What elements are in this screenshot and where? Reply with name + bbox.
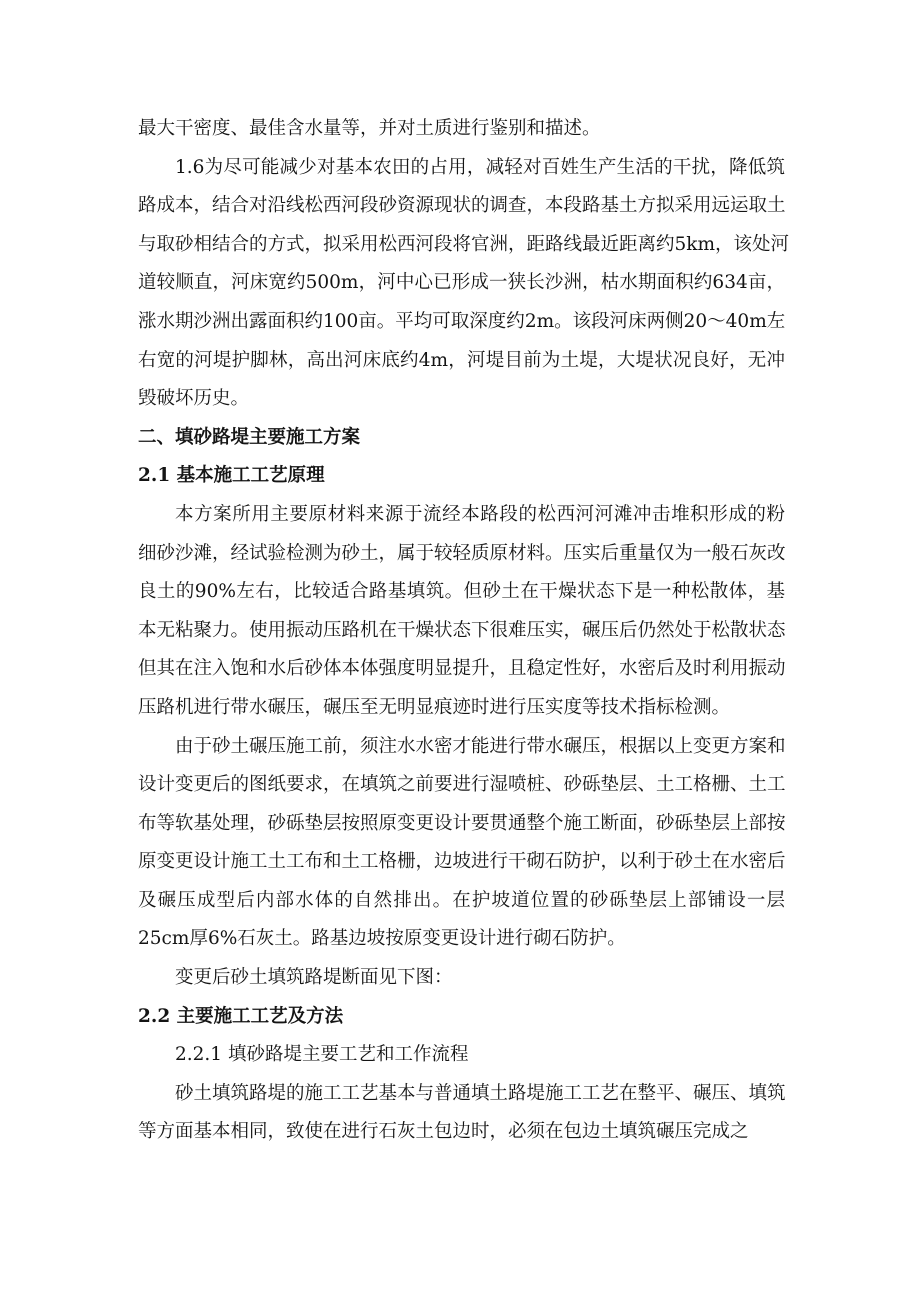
text-line: 设计变更后的图纸要求，在填筑之前要进行湿喷桩、砂砾垫层、土工格栅、土工: [138, 774, 786, 796]
text-line: 25cm厚6%石灰土。路基边坡按原变更设计进行砌石防护。: [138, 928, 626, 950]
text-line: 由于砂土碾压施工前，须注水水密才能进行带水碾压，根据以上变更方案和: [175, 735, 786, 757]
document-body: [138, 110, 790, 1152]
text-line: 砂土填筑路堤的施工工艺基本与普通填土路堤施工工艺在整平、碾压、填筑: [175, 1082, 786, 1104]
text-line: 压路机进行带水碾压，碾压至无明显痕迹时进行压实度等技术指标检测。: [138, 696, 731, 718]
text-line: 布等软基处理，砂砾垫层按照原变更设计要贯通整个施工断面，砂砾垫层上部按: [138, 812, 786, 834]
text-line: 良土的90%左右，比较适合路基填筑。但砂土在干燥状态下是一种松散体，基: [138, 581, 785, 603]
subsubsection-heading: 2.2.1 填砂路堤主要工艺和工作流程: [175, 1044, 469, 1066]
text-line: 原变更设计施工土工布和土工格栅，边坡进行干砌石防护，以利于砂土在水密后: [138, 851, 786, 873]
text-line: 与取砂相结合的方式，拟采用松西河段将官洲，距路线最近距离约5km，该处河: [138, 233, 790, 255]
text-line: 及碾压成型后内部水体的自然排出。在护坡道位置的砂砾垫层上部铺设一层: [138, 889, 785, 911]
text-line: 本无粘聚力。使用振动压路机在干燥状态下很难压实，碾压后仍然处于松散状态: [138, 619, 786, 641]
text-line: 本方案所用主要原材料来源于流经本路段的松西河河滩冲击堆积形成的粉: [175, 503, 785, 525]
text-line: 道较顺直，河床宽约500m，河中心已形成一狭长沙洲，枯水期面积约634亩，: [138, 272, 785, 294]
text-line: 右宽的河堤护脚林，高出河床底约4m，河堤目前为土堤，大堤状况良好，无冲: [138, 349, 785, 371]
subsection-heading: 2.1 基本施工工艺原理: [138, 465, 325, 487]
section-heading: 二、填砂路堤主要施工方案: [138, 426, 361, 448]
text-line: 毁破坏历史。: [138, 388, 250, 410]
text-line: 路成本，结合对沿线松西河段砂资源现状的调查，本段路基土方拟采用远运取土: [138, 195, 786, 217]
text-line: 1.6为尽可能减少对基本农田的占用，减轻对百姓生产生活的干扰，降低筑: [175, 156, 785, 178]
subsection-heading: 2.2 主要施工工艺及方法: [138, 1005, 344, 1027]
text-line: 等方面基本相同，致使在进行石灰土包边时，必须在包边土填筑碾压完成之: [138, 1121, 749, 1143]
text-line: 最大干密度、最佳含水量等，并对土质进行鉴别和描述。: [138, 118, 601, 139]
text-line: 但其在注入饱和水后砂体本体强度明显提升，且稳定性好，水密后及时利用振动: [138, 658, 786, 680]
text-line: 变更后砂土填筑路堤断面见下图：: [175, 967, 453, 989]
text-line: 细砂沙滩，经试验检测为砂土，属于较轻质原材料。压实后重量仅为一般石灰改: [138, 542, 786, 564]
text-line: 涨水期沙洲出露面积约100亩。平均可取深度约2m。该段河床两侧20～40m左: [138, 310, 786, 332]
